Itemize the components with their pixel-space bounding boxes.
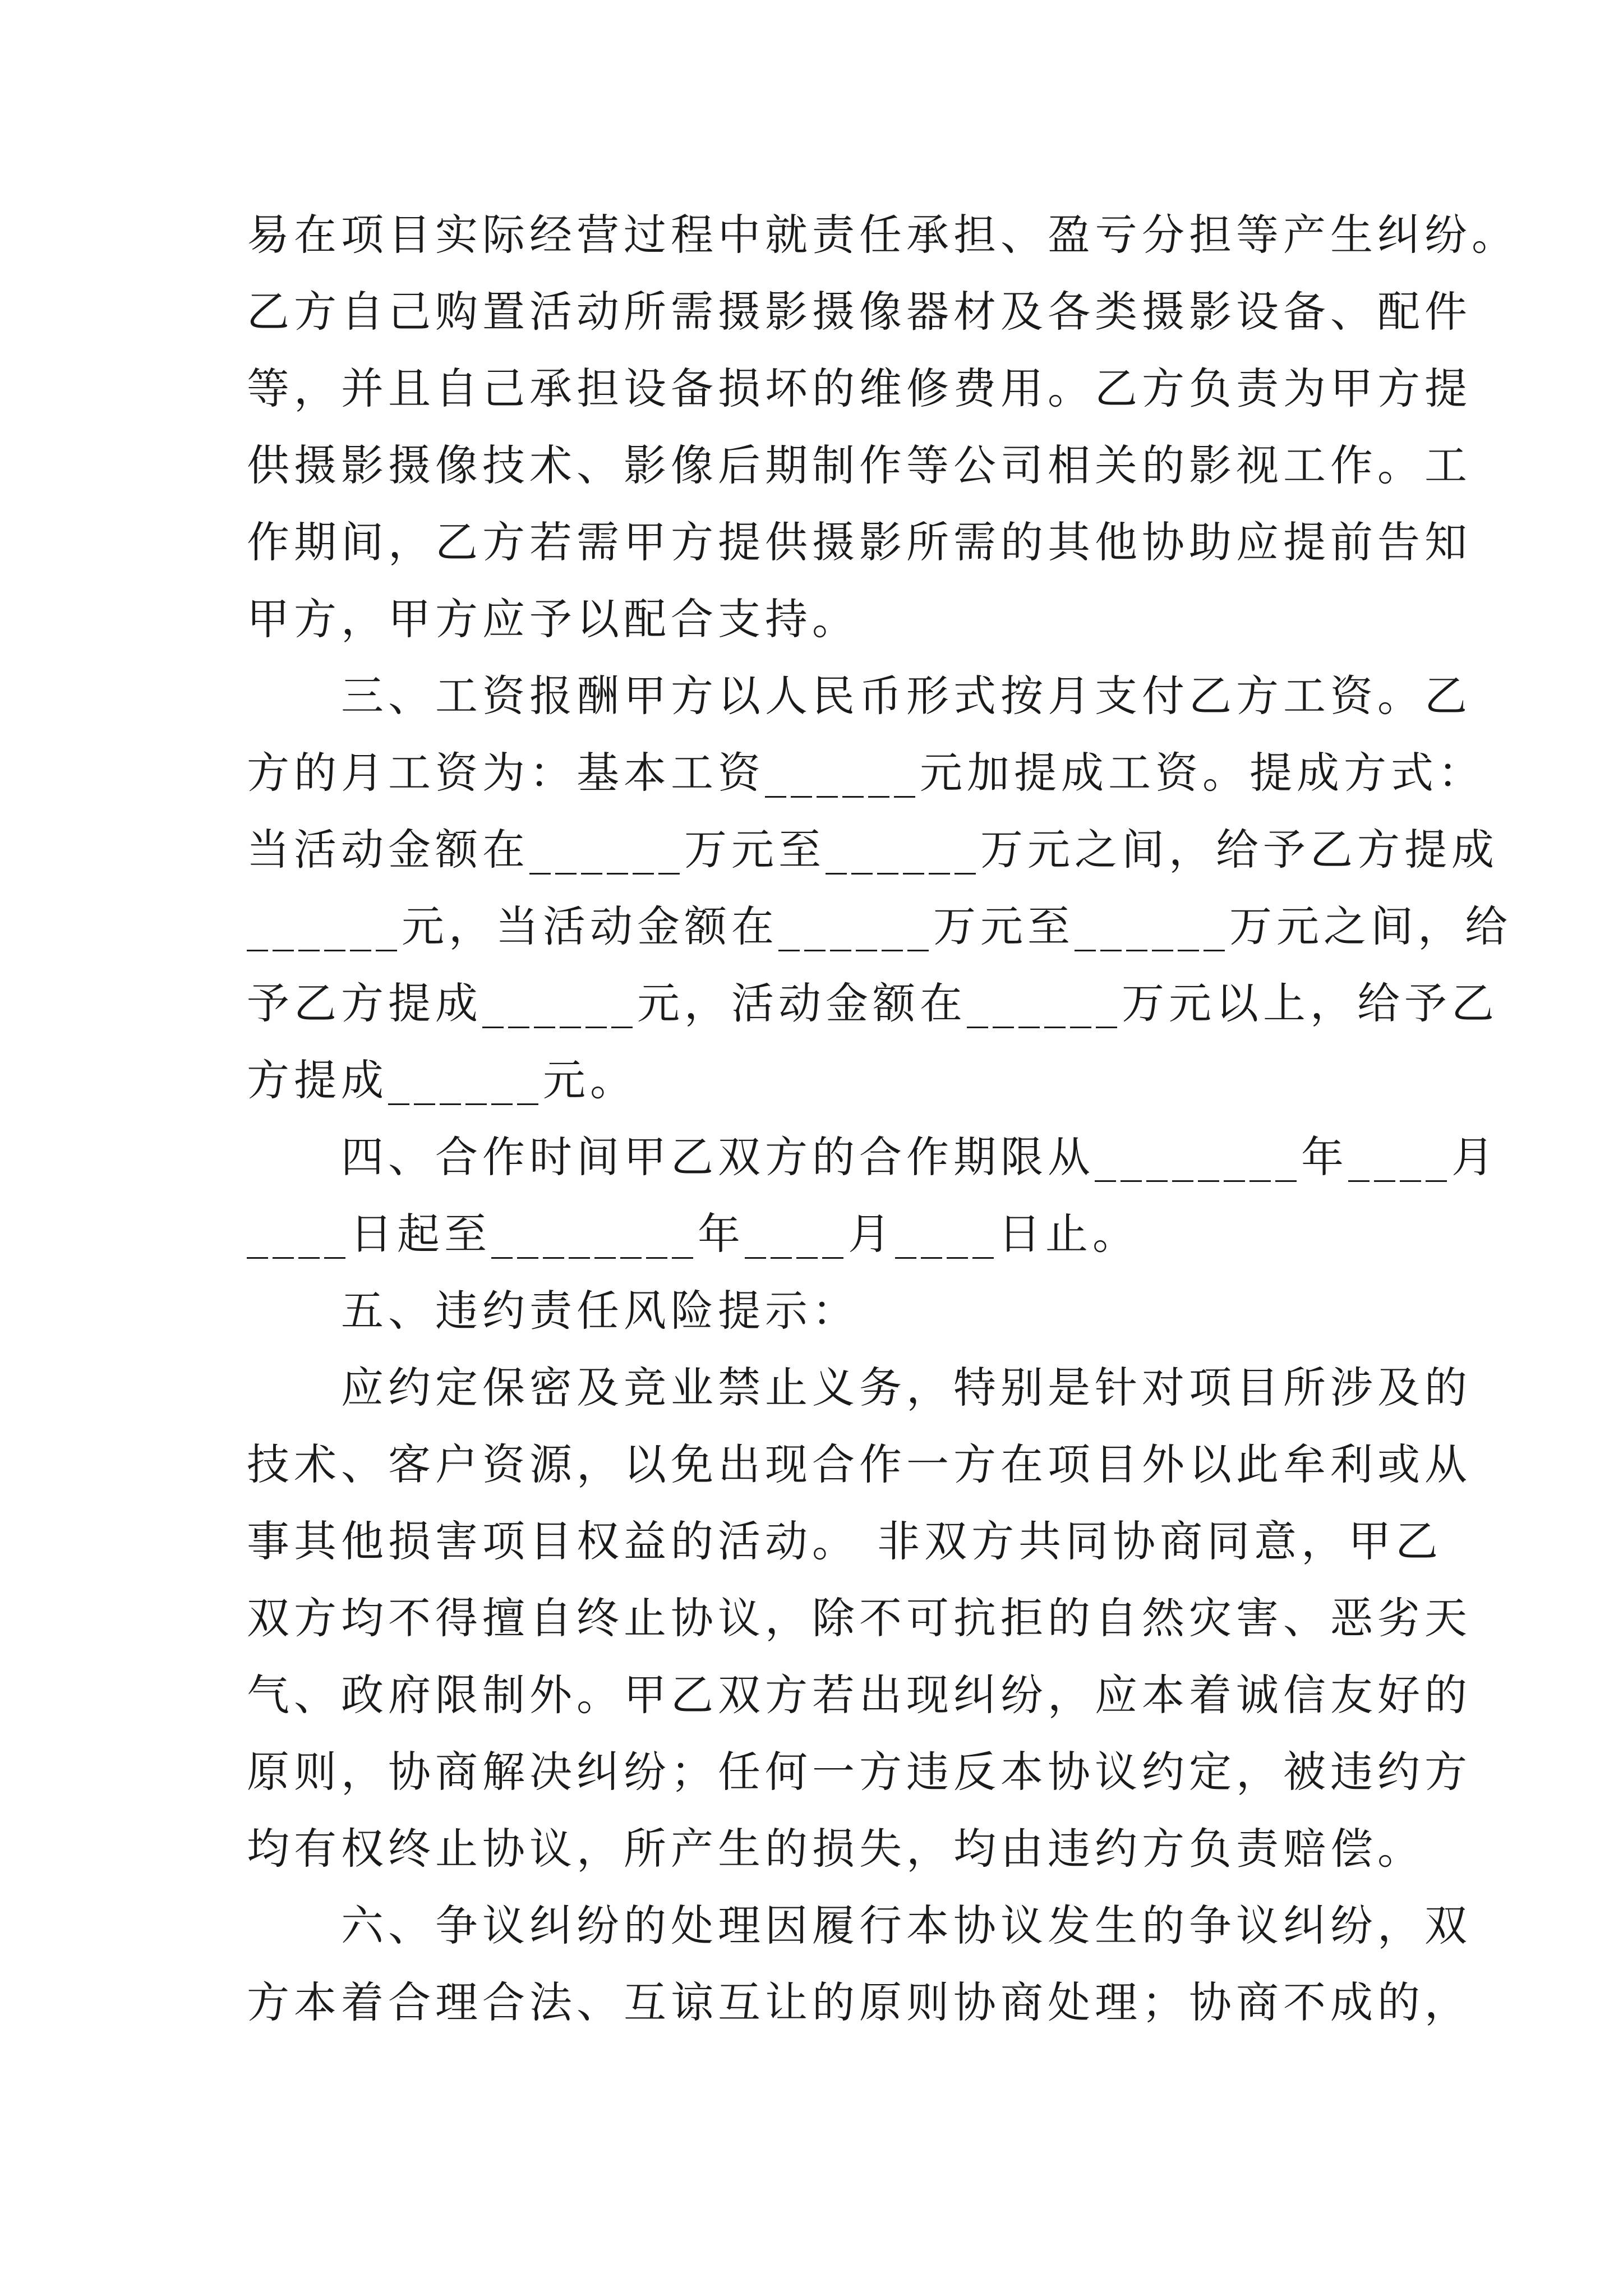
text-line: 事其他损害项目权益的活动。 非双方共同协商同意，甲乙 <box>247 1516 1443 1566</box>
text-line: 应约定保密及竞业禁止义务，特别是针对项目所涉及的 <box>247 1363 1472 1412</box>
text-line: 易在项目实际经营过程中就责任承担、盈亏分担等产生纠纷。 <box>247 210 1519 260</box>
text-line: 作期间，乙方若需甲方提供摄影所需的其他协助应提前告知 <box>247 517 1472 567</box>
text-line: 供摄影摄像技术、影像后期制作等公司相关的影视工作。工 <box>247 440 1472 490</box>
text-line: 甲方，甲方应予以配合支持。 <box>247 594 859 644</box>
text-line: 予乙方提成______元，活动金额在______万元以上，给予乙 <box>247 978 1498 1028</box>
text-line: 原则，协商解决纠纷；任何一方违反本协议约定，被违约方 <box>247 1747 1472 1797</box>
text-line: 方本着合理合法、互谅互让的原则协商处理；协商不成的， <box>247 1977 1472 2027</box>
text-line: 方的月工资为：基本工资______元加提成工资。提成方式： <box>247 748 1485 798</box>
text-line: ______元，当活动金额在______万元至______万元之间，给 <box>247 901 1512 951</box>
text-line: 方提成______元。 <box>247 1055 637 1105</box>
section-heading-salary: 三、工资报酬甲方以人民币形式按月支付乙方工资。乙 <box>247 671 1472 721</box>
text-line: 双方均不得擅自终止协议，除不可抗拒的自然灾害、恶劣天 <box>247 1593 1472 1643</box>
contract-body-text <box>247 196 1519 2041</box>
section-heading-liability: 五、违约责任风险提示： <box>247 1286 859 1336</box>
text-line: 气、政府限制外。甲乙双方若出现纠纷，应本着诚信友好的 <box>247 1670 1472 1720</box>
text-line: 技术、客户资源，以免出现合作一方在项目外以此牟利或从 <box>247 1439 1472 1489</box>
text-line: 等，并且自己承担设备损坏的维修费用。乙方负责为甲方提 <box>247 364 1472 413</box>
text-line: 均有权终止协议，所产生的损失，均由违约方负责赔偿。 <box>247 1824 1424 1874</box>
text-line: ____日起至________年____月____日止。 <box>247 1209 1140 1259</box>
section-heading-dispute: 六、争议纠纷的处理因履行本协议发生的争议纠纷，双 <box>247 1901 1472 1950</box>
section-heading-cooperation-time: 四、合作时间甲乙双方的合作期限从________年____月 <box>247 1132 1498 1182</box>
text-line: 当活动金额在______万元至______万元之间，给予乙方提成 <box>247 825 1498 875</box>
text-line: 乙方自己购置活动所需摄影摄像器材及各类摄影设备、配件 <box>247 287 1472 337</box>
